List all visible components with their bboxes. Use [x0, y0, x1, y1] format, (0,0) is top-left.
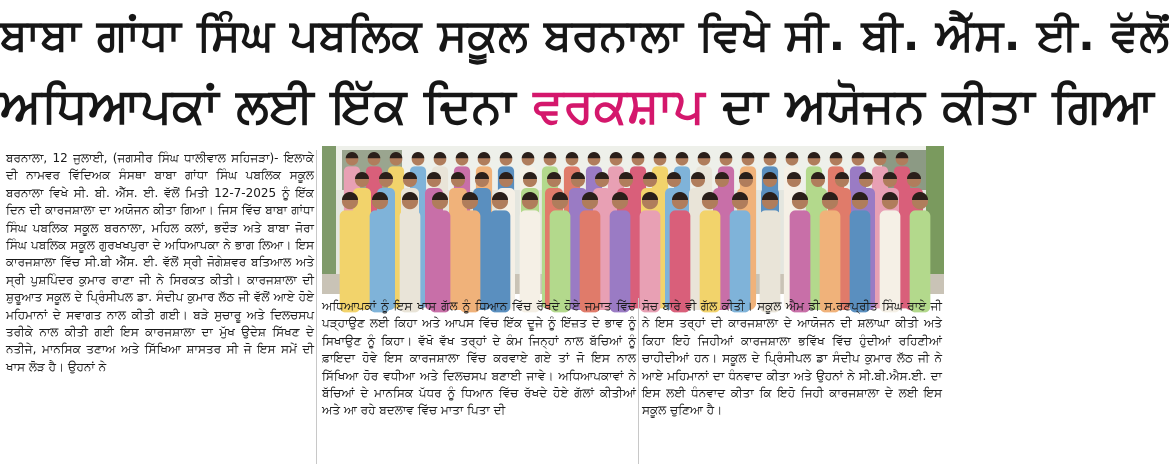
headline-line-2-start: ਅਧਿਆਪਕਾਂ ਲਈ ਇੱਕ ਦਿਨਾ: [0, 78, 534, 134]
headline-line-1: ਬਾਬਾ ਗਾਂਧਾ ਸਿੰਘ ਪਬਲਿਕ ਸਕੂਲ ਬਰਨਾਲਾ ਵਿਖੇ ਸੀ. ਬੀ. ਐੱਸ. ਈ. ਵੱਲੋਂ: [0, 10, 1169, 61]
article-column-3: ਸੋਚ ਬਾਰੇ ਵੀ ਗੱਲ ਕੀਤੀ। ਸਕੂਲ ਐਮ ਡੀ ਸ.ਰਣਪ੍ਰੀਤ ਸਿੰਘ ਰਾਏ ਜੀ ਨੇ ਇਸ ਤਰ੍ਹਾਂ ਦੀ ਕਾਰਜਸ਼ਾਲਾ ਦੇ ਆਯੋਜਨ ਦੀ ਸ਼ਲਾਘਾ ਕੀਤੀ ਅਤੇ ਕਿਹਾ ਇਹੋ ਜਿਹੀਆਂ ਕਾਰਜਸ਼ਾਲਾ ਭਵਿੱਖ ਵਿੱਚ ਹੁੰਦੀਆਂ ਰਹਿਣੀਆਂ ਚਾਹੀਦੀਆਂ ਹਨ। ਸਕੂਲ ਦੇ ਪ੍ਰਿੰਸੀਪਲ ਡਾ ਸੰਦੀਪ ਕੁਮਾਰ ਲੱਠ ਜੀ ਨੇ ਆਏ ਮਹਿਮਾਨਾਂ ਦਾ ਧੰਨਵਾਦ ਕੀਤਾ ਅਤੇ ਉਹਨਾਂ ਨੇ ਸੀ.ਬੀ.ਐਸ.ਈ. ਦਾ ਇਸ ਲਈ ਧੰਨਵਾਦ ਕੀਤਾ ਕਿ ਇਹੋ ਜਿਹੀ ਕਾਰਜਸ਼ਾਲਾ ਦੇ ਲਈ ਇਸ ਸਕੂਲ ਚੁਣਿਆ ਹੈ।: [642, 299, 942, 418]
column-divider: [316, 150, 317, 464]
article-column-1: ਬਰਨਾਲਾ, 12 ਜੁਲਾਈ, (ਜਗਸੀਰ ਸਿੰਘ ਧਾਲੀਵਾਲ ਸਹਿਜੜਾ)- ਇਲਾਕੇ ਦੀ ਨਾਮਵਰ ਵਿੱਦਿਅਕ ਸੰਸਥਾ ਬਾਬਾ ਗਾਂਧਾ ਸਿੰਘ ਪਬਲਿਕ ਸਕੂਲ ਬਰਨਾਲਾ ਵਿਖੇ ਸੀ. ਬੀ. ਐੱਸ. ਈ. ਵੱਲੋਂ ਮਿਤੀ 12-7-2025 ਨੂੰ ਇੱਕ ਦਿਨ ਦੀ ਕਾਰਜਸ਼ਾਲਾ ਦਾ ਅਯੋਜਨ ਕੀਤਾ ਗਿਆ। ਜਿਸ ਵਿੱਚ ਬਾਬਾ ਗਾਂਧਾ ਸਿੰਘ ਪਬਲਿਕ ਸਕੂਲ ਬਰਨਾਲਾ, ਮਹਿਲ ਕਲਾਂ, ਭਦੌੜ ਅਤੇ ਬਾਬਾ ਜੋਰਾ ਸਿੰਘ ਪਬਲਿਕ ਸਕੂਲ ਗੁਰਖਖਪੁਰਾ ਦੇ ਅਧਿਆਪਕਾ ਨੇ ਭਾਗ ਲਿਆ। ਇਸ ਕਾਰਜਸ਼ਾਲਾ ਵਿੱਚ ਸੀ.ਬੀ ਐੱਸ. ਈ. ਵੱਲੋਂ ਸ੍ਰੀ ਜੋਗੇਸ਼ਵਰ ਬਤਿਆਲ ਅਤੇ ਸ੍ਰੀ ਪੁਸ਼ਪਿੰਦਰ ਕੁਮਾਰ ਰਾਣਾ ਜੀ ਨੇ ਸਿਰਕਤ ਕੀਤੀ। ਕਾਰਜਸ਼ਾਲਾ ਦੀ ਸ਼ੁਰੂਆਤ ਸਕੂਲ ਦੇ ਪ੍ਰਿੰਸੀਪਲ ਡਾ. ਸੰਦੀਪ ਕੁਮਾਰ ਲੱਠ ਜੀ ਵੱਲੋਂ ਆਏ ਹੋਏ ਮਹਿਮਾਨਾਂ ਦੇ ਸਵਾਗਤ ਨਾਲ ਕੀਤੀ ਗਈ। ਬੜੇ ਸੁਚਾਰੂ ਅਤੇ ਦਿਲਚਸਪ ਤਰੀਕੇ ਨਾਲ ਕੀਤੀ ਗਈ ਇਸ ਕਾਰਜਸ਼ਾਲਾ ਦਾ ਮੁੱਖ ਉਦੇਸ਼ ਸਿੱਖਣ ਦੇ ਨਤੀਜੇ, ਮਾਨਸਿਕ ਤਣਾਅ ਅਤੇ ਸਿੱਖਿਆ ਸ਼ਾਸਤਰ ਸੀ ਜੋ ਇਸ ਸਮੇਂ ਦੀ ਖਾਸ ਲੋੜ ਹੈ। ਉਹਨਾਂ ਨੇ: [6, 151, 314, 374]
headline-highlight-word: ਵਰਕਸ਼ਾਪ: [533, 78, 705, 134]
column-divider: [638, 298, 639, 464]
group-photo: [322, 146, 944, 294]
headline-line-2-end: ਦਾ ਅਯੋਜਨ ਕੀਤਾ ਗਿਆ: [704, 78, 1155, 134]
article-column-2: ਅਧਿਆਪਕਾਂ ਨੂੰ ਇਸ ਖਾਸ ਗੱਲ ਨੂੰ ਧਿਆਨ ਵਿੱਚ ਰੱਖਦੇ ਹੋਏ ਜਮਾਤ ਵਿੱਚ ਪੜ੍ਹਾਉਣ ਲਈ ਕਿਹਾ ਅਤੇ ਆਪਸ ਵਿੱਚ ਇੱਕ ਦੂਜੇ ਨੂੰ ਇੱਜ਼ਤ ਦੇ ਭਾਵ ਨੂੰ ਸਿਖਾਉਣ ਨੂੰ ਕਿਹਾ। ਵੱਖੋ ਵੱਖ ਤਰ੍ਹਾਂ ਦੇ ਕੰਮ ਜਿਨ੍ਹਾਂ ਨਾਲ ਬੱਚਿਆਂ ਨੂੰ ਫ਼ਾਇਦਾ ਹੋਵੇ ਇਸ ਕਾਰਜਸ਼ਾਲਾ ਵਿੱਚ ਕਰਵਾਏ ਗਏ ਤਾਂ ਜੋ ਇਸ ਨਾਲ ਸਿੱਖਿਆ ਹੋਰ ਵਧੀਆ ਅਤੇ ਦਿਲਚਸਪ ਬਣਾਈ ਜਾਵੇ। ਅਧਿਆਪਕਾਵਾਂ ਨੇ ਬੱਚਿਆਂ ਦੇ ਮਾਨਸਿਕ ਪੱਧਰ ਨੂੰ ਧਿਆਨ ਵਿੱਚ ਰੱਖਦੇ ਹੋਏ ਗੱਲਾਂ ਕੀਤੀਆਂ ਅਤੇ ਆ ਰਹੇ ਬਦਲਾਵ ਵਿੱਚ ਮਾਤਾ ਪਿਤਾ ਦੀ: [322, 299, 636, 418]
group-photo-image: [322, 146, 944, 294]
headline-line-2: [0, 70, 1155, 142]
